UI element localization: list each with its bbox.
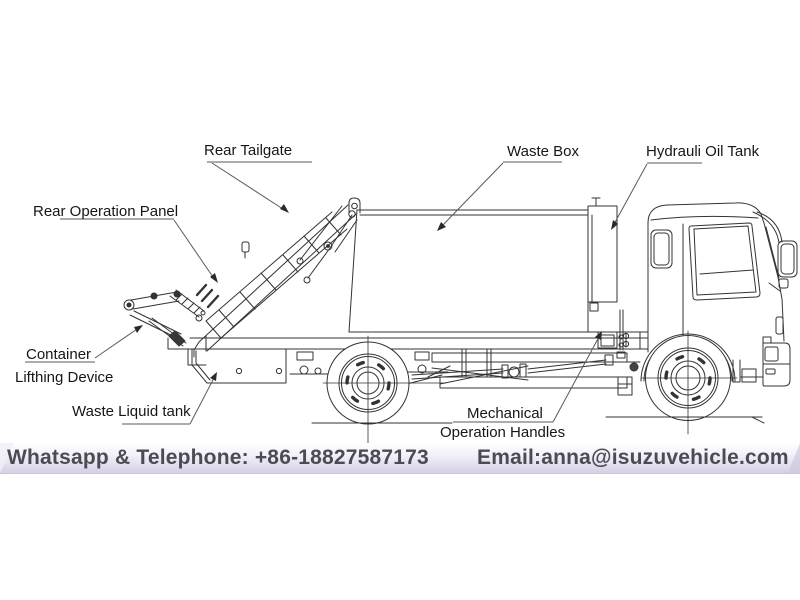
rear-tailgate-assembly <box>194 198 360 357</box>
label-hydrauli-oil-tank: Hydrauli Oil Tank <box>646 143 760 160</box>
mechanical-handles-shape <box>598 332 629 348</box>
label-container-lifting-line2: Lifthing Device <box>15 369 114 386</box>
contact-banner <box>0 443 800 474</box>
label-rear-tailgate: Rear Tailgate <box>204 142 293 159</box>
waste-liquid-tank-shape <box>192 349 286 383</box>
label-container-lifting-line1: Container <box>26 346 92 363</box>
email-text: Email:anna@isuzuvehicle.com <box>477 446 789 469</box>
label-waste-box: Waste Box <box>507 143 579 160</box>
whatsapp-telephone-text: Whatsapp & Telephone: +86-18827587173 <box>7 446 429 469</box>
chassis-frame <box>168 332 648 365</box>
label-mechanical-line1: Mechanical <box>467 405 543 422</box>
hydraulic-oil-tank-shape <box>588 198 623 350</box>
subframe-driveshaft <box>395 349 627 388</box>
label-rear-operation-panel: Rear Operation Panel <box>33 203 179 220</box>
label-waste-liquid-tank: Waste Liquid tank <box>72 403 191 420</box>
waste-box-shape <box>349 210 588 332</box>
label-mechanical-line2: Operation Handles <box>440 424 566 441</box>
